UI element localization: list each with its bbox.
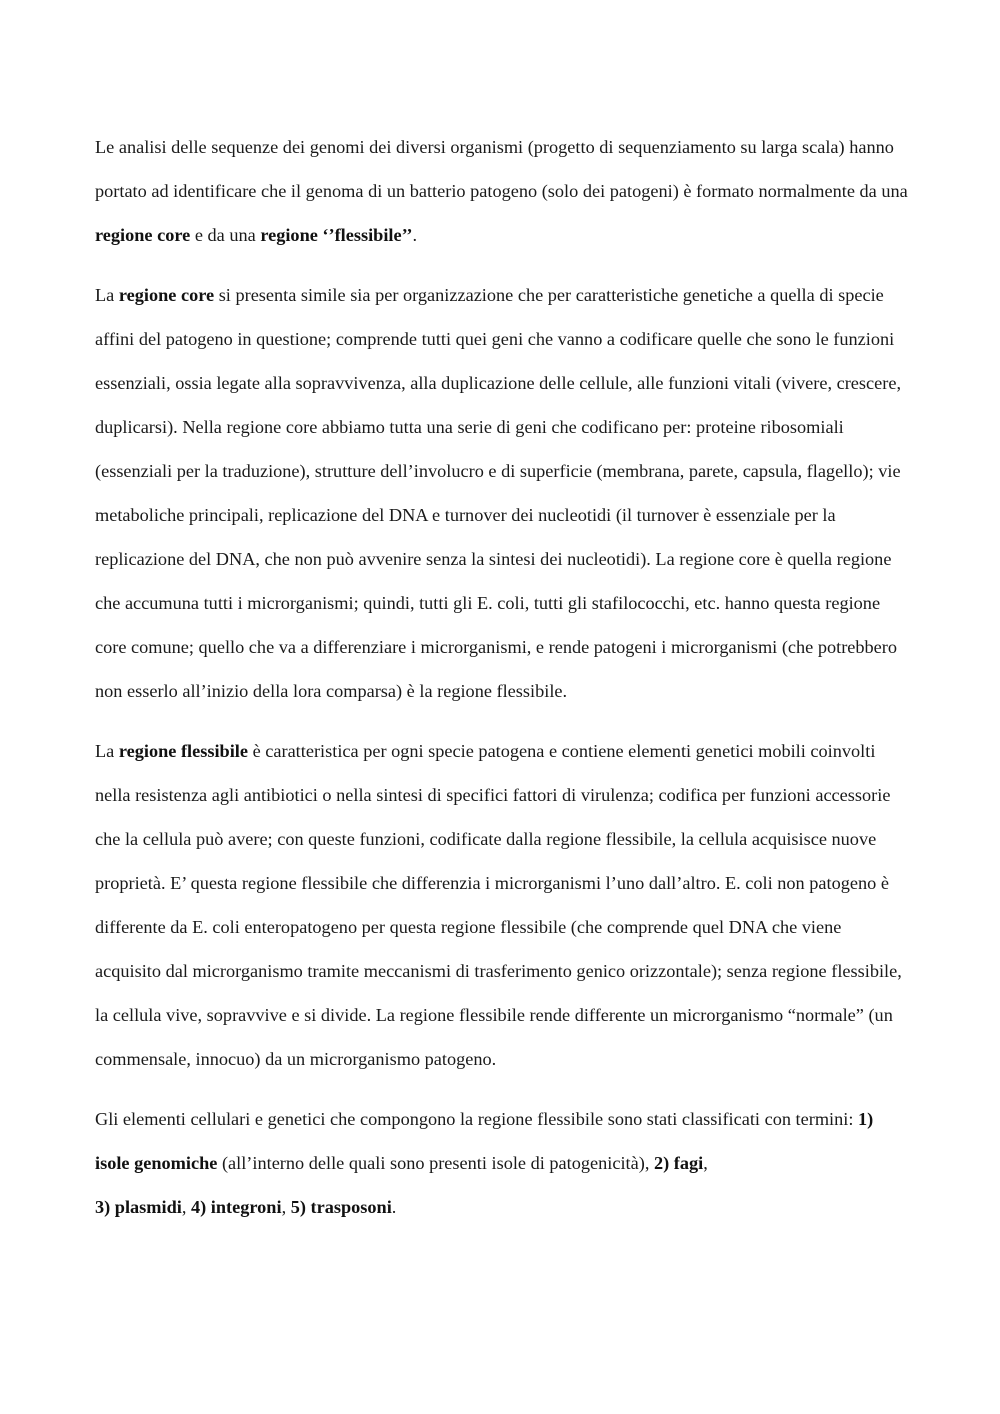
paragraph-elementi-genetici: Gli elementi cellulari e genetici che compongono la regione flessibile sono stati classificati con termini: 1) isole genomiche (all’interno delle quali sono presenti isole di patogenicità), 2) fagi, 3) plasmidi, 4) integroni, 5) trasposoni.	[95, 1109, 874, 1217]
term-regione-flessibile: regione flessibile	[118, 741, 248, 761]
term-isole-genomiche: 1) isole genomiche	[95, 1109, 874, 1173]
document-body	[95, 125, 909, 1245]
paragraph-genome-intro: Le analisi delle sequenze dei genomi dei diversi organismi (progetto di sequenziamento su larga scala) hanno portato ad identificare che il genoma di un batterio patogeno (solo dei patogeni) è formato normalmente da una regione core e da una regione ‘’flessibile’’.	[95, 137, 908, 245]
term-regione-flessibile: regione ‘’flessibile’’	[260, 225, 413, 245]
term-integroni: 4) integroni	[191, 1197, 282, 1217]
term-plasmidi: 3) plasmidi	[95, 1197, 182, 1217]
term-fagi: 2) fagi	[653, 1153, 704, 1173]
term-regione-core: regione core	[95, 225, 191, 245]
term-regione-core: regione core	[118, 285, 215, 305]
term-trasposoni: 5) trasposoni	[290, 1197, 392, 1217]
paragraph-regione-flessibile: La regione flessibile è caratteristica per ogni specie patogena e contiene elementi genetici mobili coinvolti nella resistenza agli antibiotici o nella sintesi di specifici fattori di virulenza; codifica per funzioni accessorie che la cellula può avere; con queste funzioni, codificate dalla regione flessibile, la cellula acquisisce nuove proprietà. E’ questa regione flessibile che differenzia i microrganismi l’uno dall’altro. E. coli non patogeno è differente da E. coli enteropatogeno per questa regione flessibile (che comprende quel DNA che viene acquisito dal microrganismo tramite meccanismi di trasferimento genico orizzontale); senza regione flessibile, la cellula vive, sopravvive e si divide. La regione flessibile rende differente un microrganismo “normale” (un commensale, innocuo) da un microrganismo patogeno.	[95, 741, 902, 1069]
paragraph-regione-core: La regione core si presenta simile sia per organizzazione che per caratteristiche genetiche a quella di specie affini del patogeno in questione; comprende tutti quei geni che vanno a codificare quelle che sono le funzioni essenziali, ossia legate alla sopravvivenza, alla duplicazione delle cellule, alle funzioni vitali (vivere, crescere, duplicarsi). Nella regione core abbiamo tutta una serie di geni che codificano per: proteine ribosomiali (essenziali per la traduzione), strutture dell’involucro e di superficie (membrana, parete, capsula, flagello); vie metaboliche principali, replicazione del DNA e turnover dei nucleotidi (il turnover è essenziale per la replicazione del DNA, che non può avvenire senza la sintesi dei nucleotidi). La regione core è quella regione che accumuna tutti i microrganismi; quindi, tutti gli E. coli, tutti gli stafilococchi, etc. hanno questa regione core comune; quello che va a differenziare i microrganismi, e rende patogeni i microrganismi (che potrebbero non esserlo all’inizio della lora comparsa) è la regione flessibile.	[95, 285, 902, 701]
